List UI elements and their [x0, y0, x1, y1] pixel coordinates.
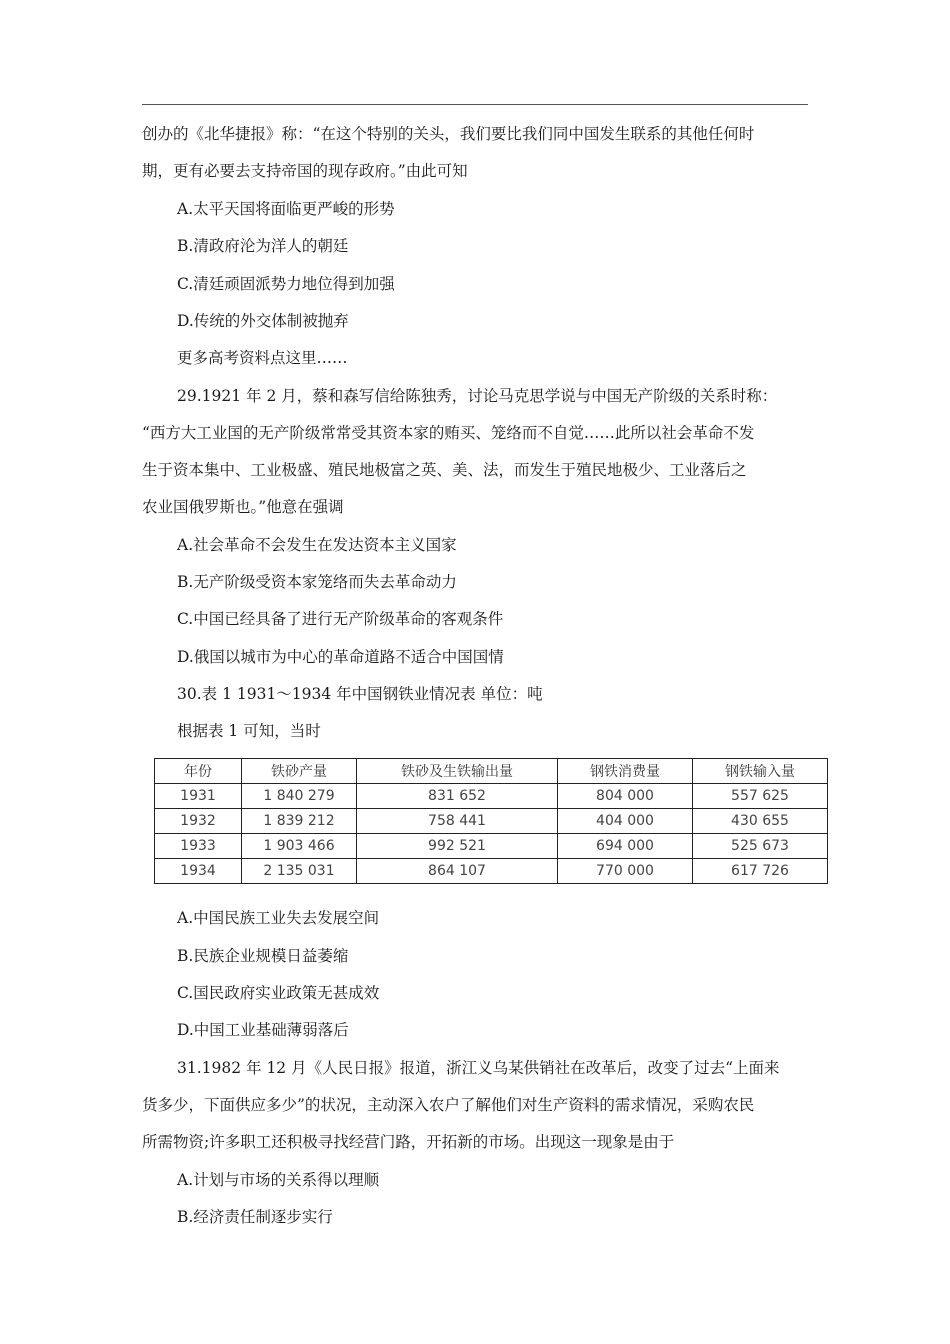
steel-industry-table: [154, 758, 828, 884]
q29-option-d: D.俄国以城市为中心的革命道路不适合中国国情: [177, 648, 504, 666]
cell-steel-import: 557 625: [693, 784, 828, 809]
cell-year: 1934: [155, 859, 242, 884]
q29-option-c: C.中国已经具备了进行无产阶级革命的客观条件: [177, 610, 504, 628]
q29-option-a: A.社会革命不会发生在发达资本主义国家: [177, 536, 457, 554]
q30-option-b: B.民族企业规模日益萎缩: [177, 947, 349, 965]
header-rule: [142, 104, 808, 105]
cell-steel-import: 525 673: [693, 834, 828, 859]
table-row: [155, 859, 828, 884]
col-header-year: 年份: [155, 759, 242, 784]
q30-option-a: A.中国民族工业失去发展空间: [177, 909, 380, 927]
cell-iron-ore-output: 1 840 279: [242, 784, 357, 809]
cell-iron-export: 864 107: [357, 859, 558, 884]
table-row: [155, 834, 828, 859]
q28-stem-line-2: 期，更有必要去支持帝国的现存政府。”由此可知: [142, 162, 468, 180]
q29-option-b: B.无产阶级受资本家笼络而失去革命动力: [177, 573, 457, 591]
cell-iron-ore-output: 1 903 466: [242, 834, 357, 859]
q31-stem-line-3: 所需物资;许多职工还积极寻找经营门路，开拓新的市场。出现这一现象是由于: [142, 1133, 675, 1151]
col-header-iron-ore-output: 铁砂产量: [242, 759, 357, 784]
cell-year: 1931: [155, 784, 242, 809]
cell-iron-export: 992 521: [357, 834, 558, 859]
q28-option-d: D.传统的外交体制被抛弃: [177, 312, 349, 330]
q29-stem-line-2: “西方大工业国的无产阶级常常受其资本家的贿买、笼络而不自觉……此所以社会革命不发: [142, 424, 755, 442]
q29-stem-line-4: 农业国俄罗斯也。”他意在强调: [142, 498, 344, 516]
q31-option-a: A.计划与市场的关系得以理顺: [177, 1171, 380, 1189]
q31-option-b: B.经济责任制逐步实行: [177, 1208, 333, 1226]
cell-iron-export: 758 441: [357, 809, 558, 834]
table-row: [155, 809, 828, 834]
q29-stem-line-3: 生于资本集中、工业极盛、殖民地极富之英、美、法，而发生于殖民地极少、工业落后之: [142, 461, 747, 479]
cell-steel-import: 430 655: [693, 809, 828, 834]
q28-stem-line-1: 创办的《北华捷报》称：“在这个特别的关头，我们要比我们同中国发生联系的其他任何时: [142, 125, 755, 143]
col-header-steel-consumption: 钢铁消费量: [558, 759, 693, 784]
cell-iron-export: 831 652: [357, 784, 558, 809]
col-header-iron-export: 铁砂及生铁输出量: [357, 759, 558, 784]
cell-steel-consumption: 404 000: [558, 809, 693, 834]
cell-steel-import: 617 726: [693, 859, 828, 884]
q31-stem-line-2: 货多少，下面供应多少”的状况，主动深入农户了解他们对生产资料的需求情况，采购农民: [142, 1096, 755, 1114]
q28-option-a: A.太平天国将面临更严峻的形势: [177, 200, 395, 218]
col-header-steel-import: 钢铁输入量: [693, 759, 828, 784]
q28-option-b: B.清政府沦为洋人的朝廷: [177, 237, 349, 255]
more-materials-link[interactable]: 更多高考资料点这里……: [177, 349, 348, 367]
cell-steel-consumption: 770 000: [558, 859, 693, 884]
cell-iron-ore-output: 2 135 031: [242, 859, 357, 884]
q30-option-d: D.中国工业基础薄弱落后: [177, 1021, 349, 1039]
q30-table-caption: 30.表 1 1931～1934 年中国钢铁业情况表 单位：吨: [177, 685, 543, 703]
cell-steel-consumption: 804 000: [558, 784, 693, 809]
cell-steel-consumption: 694 000: [558, 834, 693, 859]
q29-stem-line-1: 29.1921 年 2 月，蔡和森写信给陈独秀，讨论马克思学说与中国无产阶级的关系时称：: [177, 387, 778, 405]
cell-iron-ore-output: 1 839 212: [242, 809, 357, 834]
cell-year: 1932: [155, 809, 242, 834]
q28-option-c: C.清廷顽固派势力地位得到加强: [177, 275, 395, 293]
table-header-row: [155, 759, 828, 784]
q31-stem-line-1: 31.1982 年 12 月《人民日报》报道，浙江义乌某供销社在改革后，改变了过去“上面来: [177, 1059, 780, 1077]
q30-option-c: C.国民政府实业政策无甚成效: [177, 984, 380, 1002]
q30-stem: 根据表 1 可知，当时: [177, 722, 321, 740]
table-row: [155, 784, 828, 809]
cell-year: 1933: [155, 834, 242, 859]
